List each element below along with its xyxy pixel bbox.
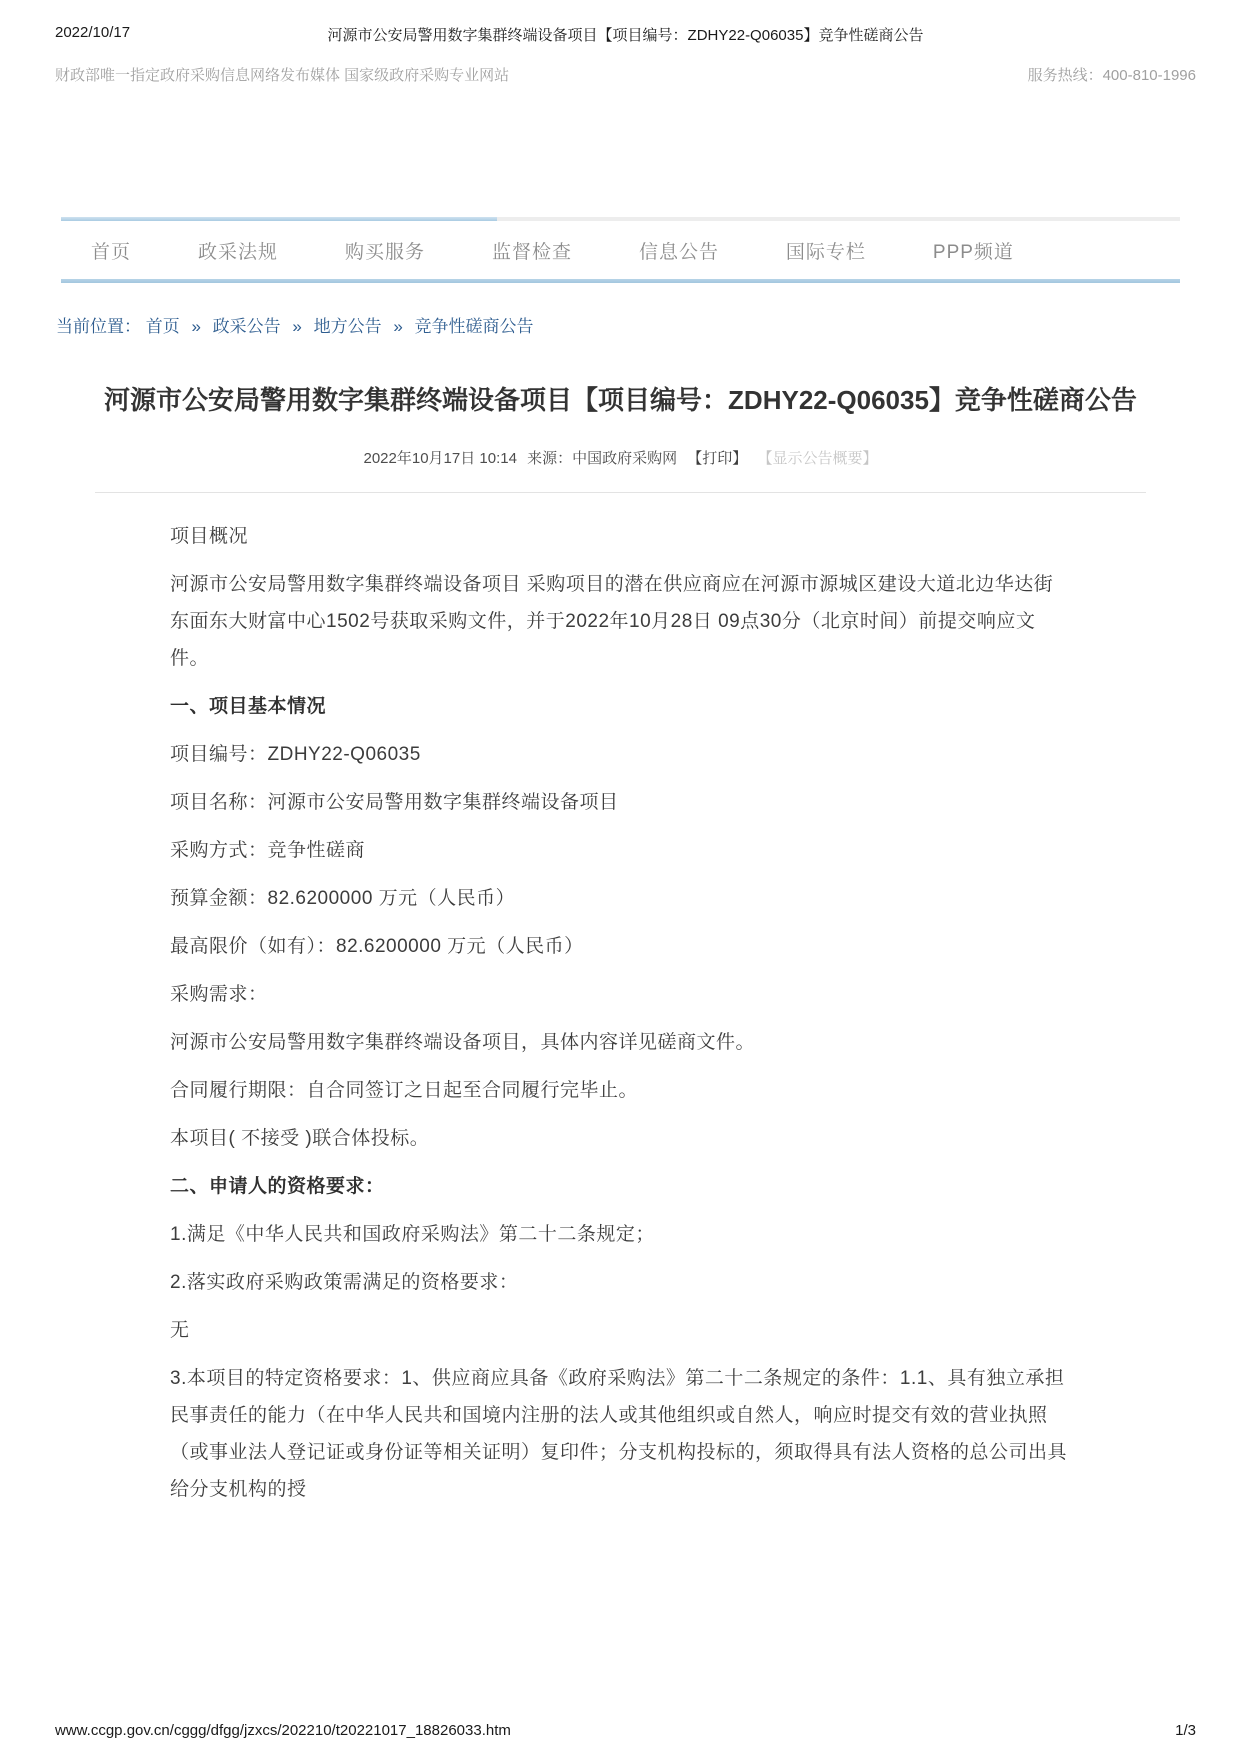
service-hotline: 服务热线：400-810-1996 [1027, 67, 1196, 84]
para-project-number: 项目编号：ZDHY22-Q06035 [170, 744, 421, 765]
navbar-bottom-border [61, 279, 1180, 283]
para-max-price: 最高限价（如有）：82.6200000 万元（人民币） [170, 936, 584, 957]
site-tagline: 财政部唯一指定政府采购信息网络发布媒体 国家级政府采购专业网站 [55, 67, 510, 84]
page-url: www.ccgp.gov.cn/cggg/dfgg/jzxcs/202210/t20221017_18826033.htm [55, 1722, 511, 1739]
nav-item-announcements[interactable]: 信息公告 [638, 241, 719, 263]
breadcrumb-label: 当前位置： [56, 317, 141, 336]
navbar-top-border-active [61, 217, 497, 221]
nav-item-home[interactable]: 首页 [91, 241, 132, 263]
breadcrumb-separator: » [393, 317, 403, 336]
heading-section-2-qualifications: 二、申请人的资格要求： [170, 1176, 385, 1197]
heading-section-1-basic-info: 一、项目基本情况 [170, 696, 327, 717]
breadcrumb-item-local-announcements[interactable]: 地方公告 [313, 317, 382, 336]
breadcrumb [0, 312, 1241, 337]
article-meta [75, 447, 1166, 468]
article-content [75, 493, 1166, 1508]
section-project-overview: 项目概况 [170, 526, 249, 547]
para-budget-amount: 预算金额：82.6200000 万元（人民币） [170, 888, 516, 909]
para-overview-detail: 河源市公安局警用数字集群终端设备项目 采购项目的潜在供应商应在河源市源城区建设大道北边华达街东面东大财富中心1502号获取采购文件，并于2022年10月28日 09点30分（北京时间）前提交响应文件。 [170, 574, 1054, 669]
para-project-name: 项目名称：河源市公安局警用数字集群终端设备项目 [170, 792, 619, 813]
print-doc-title: 河源市公安局警用数字集群终端设备项目【项目编号：ZDHY22-Q06035】竞争性磋商公告 [327, 27, 924, 44]
navbar-top-border [61, 217, 1180, 221]
para-procurement-demand-label: 采购需求： [170, 984, 268, 1005]
nav-item-ppp-channel[interactable]: PPP频道 [932, 241, 1014, 263]
nav-item-purchase-services[interactable]: 购买服务 [344, 241, 425, 263]
print-header [0, 0, 1241, 85]
print-date: 2022/10/17 [55, 24, 131, 41]
para-qualification-1: 1.满足《中华人民共和国政府采购法》第二十二条规定； [170, 1224, 655, 1245]
show-summary-button[interactable]: 【显示公告概要】 [757, 450, 878, 467]
nav-item-regulations[interactable]: 政采法规 [197, 241, 278, 263]
nav-item-international[interactable]: 国际专栏 [785, 241, 866, 263]
para-procurement-demand-detail: 河源市公安局警用数字集群终端设备项目，具体内容详见磋商文件。 [170, 1032, 756, 1053]
page-title: 河源市公安局警用数字集群终端设备项目【项目编号：ZDHY22-Q06035】竞争性磋商公告 [104, 385, 1137, 415]
para-procurement-method: 采购方式：竞争性磋商 [170, 840, 366, 861]
para-qualification-none: 无 [170, 1320, 190, 1341]
print-footer [0, 1722, 1241, 1739]
main-navbar [61, 217, 1180, 283]
para-consortium-bidding: 本项目( 不接受 )联合体投标。 [170, 1128, 430, 1149]
breadcrumb-item-procurement-announcements[interactable]: 政采公告 [212, 317, 281, 336]
para-qualification-3: 3.本项目的特定资格要求：1、供应商应具备《政府采购法》第二十二条规定的条件：1.1、具有独立承担民事责任的能力（在中华人民共和国境内注册的法人或其他组织或自然人，响应时提交有效的营业执照（或事业法人登记证或身份证等相关证明）复印件；分支机构投标的，须取得具有法人资格的总公司出具给分支机构的授 [170, 1368, 1068, 1500]
nav-item-supervision[interactable]: 监督检查 [491, 241, 572, 263]
navbar-top-border-rest [497, 217, 1180, 221]
publish-datetime: 2022年10月17日 10:14 [363, 450, 517, 467]
breadcrumb-item-competitive-negotiation[interactable]: 竞争性磋商公告 [414, 317, 534, 336]
article-source: 来源：中国政府采购网 [527, 450, 678, 467]
print-button[interactable]: 【打印】 [687, 450, 748, 467]
para-contract-period: 合同履行期限：自合同签订之日起至合同履行完毕止。 [170, 1080, 639, 1101]
breadcrumb-separator: » [191, 317, 201, 336]
breadcrumb-item-home[interactable]: 首页 [145, 317, 180, 336]
page-number: 1/3 [1175, 1722, 1196, 1739]
para-qualification-2: 2.落实政府采购政策需满足的资格要求： [170, 1272, 519, 1293]
breadcrumb-separator: » [292, 317, 302, 336]
article [0, 379, 1241, 1508]
